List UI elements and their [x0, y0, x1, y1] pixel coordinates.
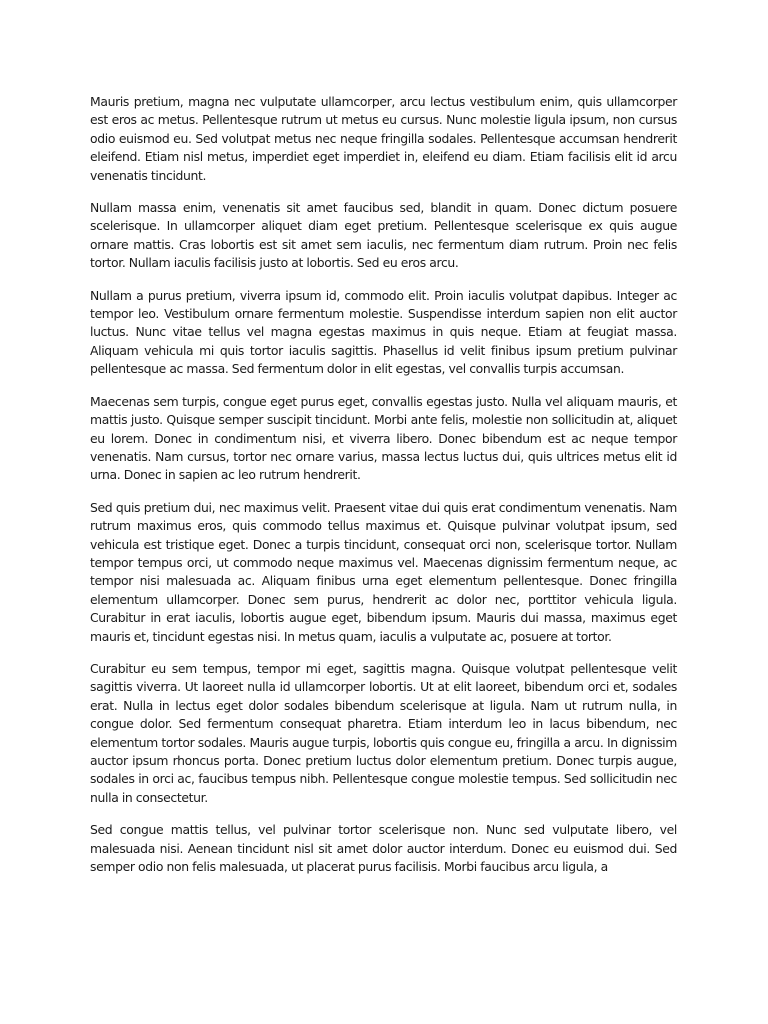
paragraph-6: Curabitur eu sem tempus, tempor mi eget, sagittis magna. Quisque volutpat pellentesque velit sagittis viverra. Ut laoreet nulla id ullamcorper lobortis. Ut at elit laoreet, bibendum orci et, sodales erat. Nulla in lectus eget dolor sodales bibendum scelerisque at ligula. Nam ut rutrum nulla, in congue dolor. Sed fermentum consequat pharetra. Etiam interdum leo in lacus bibendum, nec elementum tortor sodales. Mauris augue turpis, lobortis quis congue eu, fringilla a arcu. In dignissim auctor ipsum rhoncus porta. Donec pretium luctus dolor elementum pretium. Donec turpis augue, sodales in orci ac, faucibus tempus nibh. Pellentesque congue molestie tempus. Sed sollicitudin nec nulla in consectetur.: [90, 660, 677, 805]
paragraph-2: Nullam massa enim, venenatis sit amet faucibus sed, blandit in quam. Donec dictum posuere scelerisque. In ullamcorper aliquet diam eget pretium. Pellentesque scelerisque ex quis augue ornare mattis. Cras lobortis est sit amet sem iaculis, nec fermentum diam rutrum. Proin nec felis tortor. Nullam iaculis facilisis justo at lobortis. Sed eu eros arcu.: [90, 200, 677, 271]
paragraph-1: Mauris pretium, magna nec vulputate ullamcorper, arcu lectus vestibulum enim, quis ullamcorper est eros ac metus. Pellentesque rutrum ut metus eu cursus. Nunc molestie ligula ipsum, non cursus odio euismod eu. Sed volutpat metus nec neque fringilla sodales. Pellentesque accumsan hendrerit eleifend. Etiam nisl metus, imperdiet eget imperdiet in, eleifend eu diam. Etiam facilisis elit id arcu venenatis tincidunt.: [90, 94, 677, 183]
paragraph-4: Maecenas sem turpis, congue eget purus eget, convallis egestas justo. Nulla vel aliquam mauris, et mattis justo. Quisque semper suscipit tincidunt. Morbi ante felis, molestie non sollicitudin at, aliquet eu lorem. Donec in condimentum nisi, et viverra libero. Donec bibendum est ac neque tempor venenatis. Nam cursus, tortor nec ornare varius, massa lectus luctus dui, quis ultrices metus elit id urna. Donec in sapien ac leo rutrum hendrerit.: [90, 393, 677, 483]
paragraph-5: Sed quis pretium dui, nec maximus velit. Praesent vitae dui quis erat condimentum venenatis. Nam rutrum maximus eros, quis commodo tellus maximus et. Quisque pulvinar volutpat ipsum, sed vehicula est tristique eget. Donec a turpis tincidunt, consequat orci non, scelerisque tortor. Nullam tempor tempus orci, ut commodo neque maximus vel. Maecenas dignissim fermentum neque, ac tempor nisi malesuada ac. Aliquam finibus urna eget elementum pellentesque. Donec fringilla elementum ullamcorper. Donec sem purus, hendrerit ac dolor nec, porttitor vehicula ligula. Curabitur in erat iaculis, lobortis augue eget, bibendum ipsum. Mauris dui massa, maximus eget mauris et, tincidunt egestas nisi. In metus quam, iaculis a vulputate ac, posuere at tortor.: [90, 499, 677, 644]
document-body: [90, 93, 677, 890]
paragraph-3: Nullam a purus pretium, viverra ipsum id, commodo elit. Proin iaculis volutpat dapibus. Integer ac tempor leo. Vestibulum ornare fermentum molestie. Suspendisse interdum sapien non elit auctor luctus. Nunc vitae tellus vel magna egestas maximus in quis neque. Etiam at feugiat massa. Aliquam vehicula mi quis tortor iaculis sagittis. Phasellus id velit finibus ipsum pretium pulvinar pellentesque ac massa. Sed fermentum dolor in elit egestas, vel convallis turpis accumsan.: [90, 287, 677, 377]
paragraph-7: Sed congue mattis tellus, vel pulvinar tortor scelerisque non. Nunc sed vulputate libero, vel malesuada nisi. Aenean tincidunt nisl sit amet dolor auctor interdum. Donec eu euismod dui. Sed semper odio non felis malesuada, ut placerat purus facilisis. Morbi faucibus arcu ligula, a: [90, 822, 677, 875]
